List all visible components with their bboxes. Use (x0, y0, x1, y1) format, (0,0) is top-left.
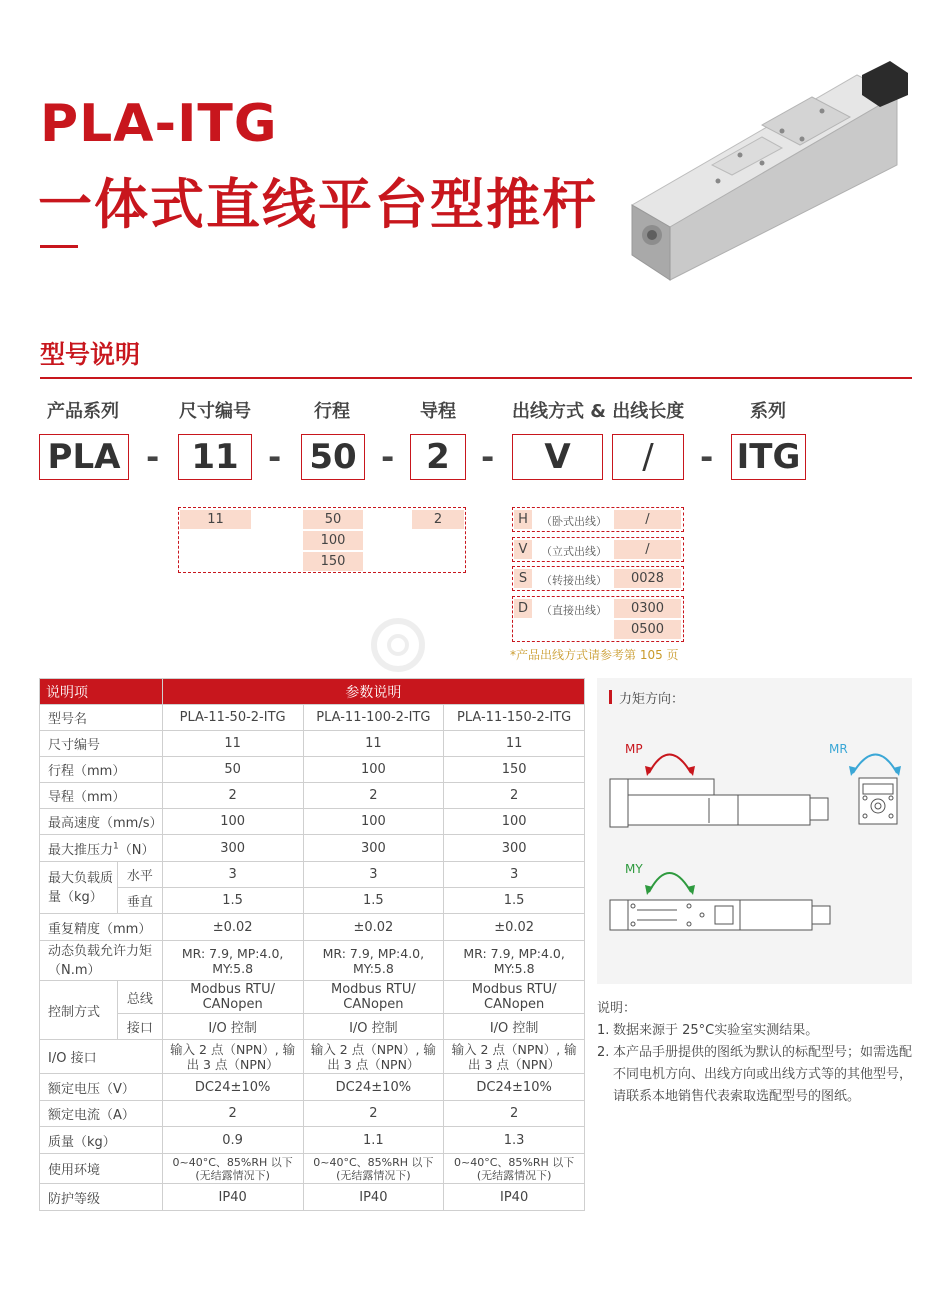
table-row: 动态负载允许力矩（N.m） MR: 7.9, MP:4.0, MY:5.8 MR: 7.9, MP:4.0, MY:5.8 MR: 7.9, MP:4.0, MY:5.8 (40, 941, 585, 981)
mr-label: MR (829, 742, 848, 756)
code-dash: - (146, 438, 160, 476)
outlet-length: 0500 (614, 620, 681, 639)
option-lead: 2 (412, 510, 464, 529)
code-dash: - (268, 438, 282, 476)
notes (597, 998, 917, 1108)
spec-table (39, 678, 585, 1211)
section-divider (40, 377, 912, 379)
code-dash: - (381, 438, 395, 476)
option-size: 11 (180, 510, 251, 529)
table-row: 额定电压（V） DC24±10% DC24±10% DC24±10% (40, 1074, 585, 1101)
table-row: 型号名 PLA-11-50-2-ITG PLA-11-100-2-ITG PLA-11-150-2-ITG (40, 705, 585, 731)
my-label: MY (625, 862, 643, 876)
code-header-outlet: 出线方式 & 出线长度 (512, 401, 685, 422)
outlet-desc: （立式出线） (541, 545, 607, 558)
outlet-desc: （直接出线） (541, 604, 607, 617)
code-dash: - (700, 438, 714, 476)
code-box-series: PLA (39, 434, 129, 480)
outlet-desc: （卧式出线） (541, 515, 607, 528)
watermark-logo (370, 617, 426, 673)
section-title: 型号说明 (40, 340, 141, 369)
table-row: 最高速度（mm/s） 100 100 100 (40, 809, 585, 835)
note-item: 2. 本产品手册提供的图纸为默认的标配型号；如需选配不同电机方向、出线方向或出线方式等的其他型号，请联系本地销售代表索取选配型号的图纸。 (597, 1045, 913, 1104)
table-row: 行程（mm） 50 100 150 (40, 757, 585, 783)
outlet-code: D (514, 599, 532, 618)
table-row: I/O 接口 输入 2 点（NPN）, 输出 3 点（NPN） 输入 2 点（NPN）, 输出 3 点（NPN） 输入 2 点（NPN）, 输出 3 点（NPN） (40, 1040, 585, 1074)
code-box-stroke: 50 (301, 434, 365, 480)
code-box-length: / (612, 434, 684, 480)
moment-diagram (597, 678, 912, 984)
code-header-series: 产品系列 (47, 401, 119, 422)
table-row: 最大负载质量（kg） 水平 3 3 3 (40, 862, 585, 888)
table-row: 最大推压力$^1$（N） 300 300 300 (40, 835, 585, 862)
code-box-lead: 2 (410, 434, 466, 480)
table-row: 控制方式 总线 Modbus RTU/ CANopen Modbus RTU/ CANopen Modbus RTU/ CANopen (40, 981, 585, 1014)
option-stroke: 100 (303, 531, 363, 550)
table-row: 防护等级 IP40 IP40 IP40 (40, 1184, 585, 1211)
product-image (622, 55, 912, 285)
table-row: 导程（mm） 2 2 2 (40, 783, 585, 809)
outlet-length: 0300 (614, 599, 681, 618)
diagram-title: 力矩方向： (619, 692, 685, 707)
moment-diagram-panel (597, 678, 912, 984)
code-header-suffix: 系列 (750, 401, 786, 422)
option-stroke: 150 (303, 552, 363, 571)
table-header-item: 说明项 (40, 679, 163, 705)
outlet-length: / (614, 510, 681, 529)
note-item: 1. 数据来源于 25°C实验室实测结果。 (597, 1023, 819, 1038)
option-stroke: 50 (303, 510, 363, 529)
code-header-stroke: 行程 (314, 401, 350, 422)
outlet-length: 0028 (614, 569, 681, 588)
code-dash: - (481, 438, 495, 476)
code-header-size: 尺寸编号 (179, 401, 251, 422)
code-header-lead: 导程 (420, 401, 456, 422)
table-row: 重复精度（mm） ±0.02 ±0.02 ±0.02 (40, 914, 585, 941)
table-row: 使用环境 0~40°C、85%RH 以下 (无结露情况下) 0~40°C、85%RH 以下 (无结露情况下) 0~40°C、85%RH 以下 (无结露情况下) (40, 1154, 585, 1184)
product-subtitle: 一体式直线平台型推杆 (38, 173, 598, 236)
product-model-title: PLA-ITG (40, 94, 278, 154)
title-underline (40, 245, 78, 248)
outlet-length: / (614, 540, 681, 559)
outlet-code: H (514, 510, 532, 529)
table-row: 垂直 1.5 1.5 1.5 (40, 888, 585, 914)
table-row: 额定电流（A） 2 2 2 (40, 1101, 585, 1127)
outlet-code: V (514, 540, 532, 559)
table-row: 尺寸编号 11 11 11 (40, 731, 585, 757)
notes-title: 说明： (597, 1001, 637, 1016)
outlet-footnote: *产品出线方式请参考第 105 页 (510, 648, 679, 662)
code-box-suffix: ITG (731, 434, 806, 480)
outlet-desc: （转接出线） (541, 574, 607, 587)
table-row: 接口 I/O 控制 I/O 控制 I/O 控制 (40, 1014, 585, 1040)
code-box-size: 11 (178, 434, 252, 480)
code-box-outlet: V (512, 434, 603, 480)
outlet-code: S (514, 569, 532, 588)
mp-label: MP (625, 742, 643, 756)
table-row: 质量（kg） 0.9 1.1 1.3 (40, 1127, 585, 1154)
table-header-param: 参数说明 (162, 679, 584, 705)
